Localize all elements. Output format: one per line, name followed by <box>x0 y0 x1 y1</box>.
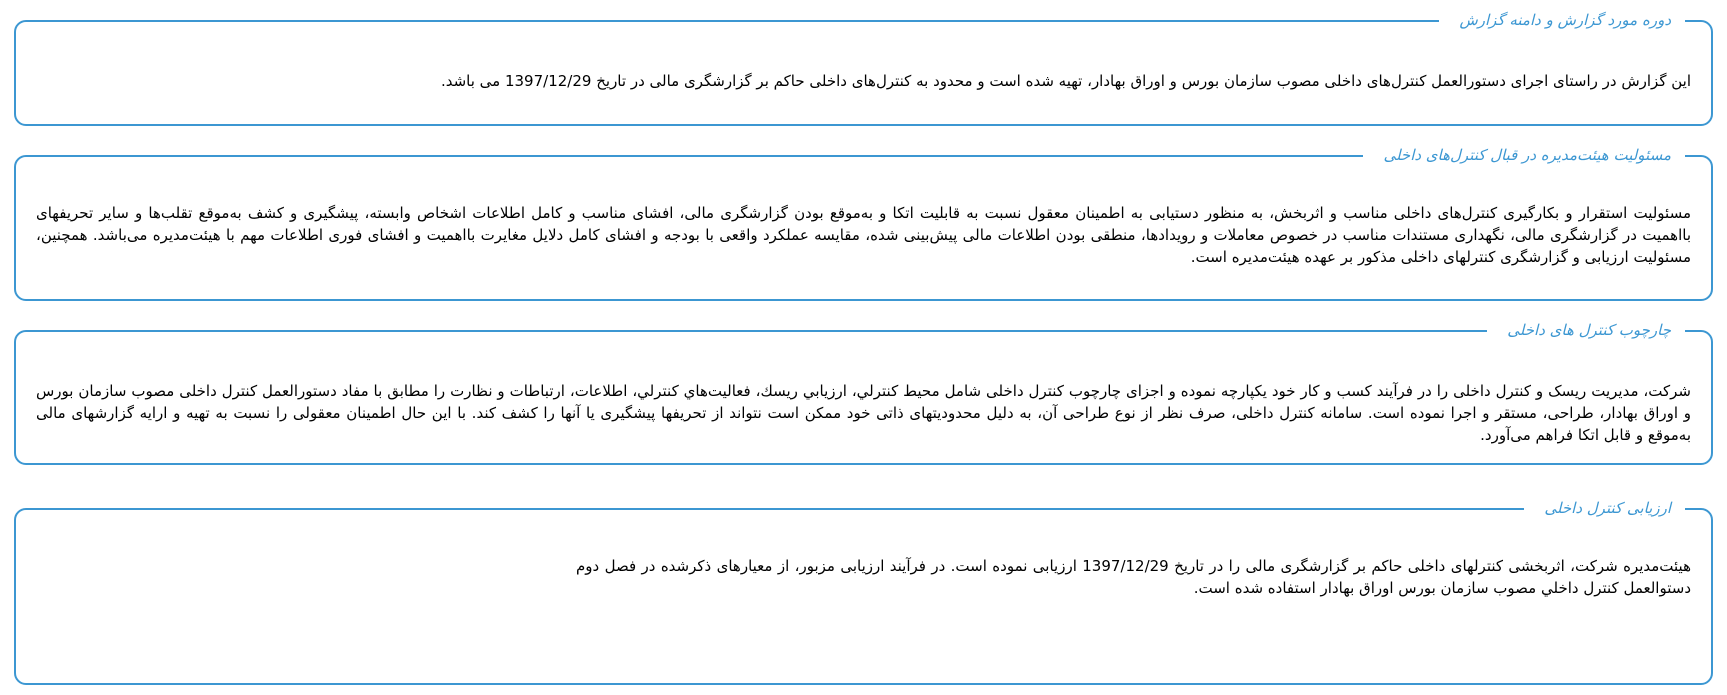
section-title: چارچوب کنترل های داخلی <box>1487 319 1685 341</box>
report-scope-section <box>14 11 1713 126</box>
internal-control-framework-section <box>14 321 1713 465</box>
section-title: مسئولیت هیئت‌مدیره در قبال کنترل‌های داخلی <box>1363 144 1685 166</box>
section-body: هیئت‌مدیره شرکت، اثربخشی کنترلهای داخلی حاکم بر گزارشگری مالی را در تاریخ 1397/12/29 ارزیابی نموده است. در فرآیند ارزیابی مزبور، از معیارهای ذکرشده در فصل دوم دستوالعمل کنترل داخلي مصوب سازمان بورس اوراق بهادار استفاده شده است. <box>576 557 1691 597</box>
internal-control-evaluation-section <box>14 499 1713 685</box>
board-responsibility-section <box>14 146 1713 301</box>
section-title: دوره مورد گزارش و دامنه گزارش <box>1439 9 1685 31</box>
section-title: ارزیابی کنترل داخلی <box>1524 497 1685 519</box>
section-body: شرکت، مدیریت ریسک و کنترل داخلی را در فرآیند کسب و کار خود یکپارچه نموده و اجزای چارچوب کنترل داخلی شامل محیط کنترلي، ارزيابي ريسك، فعاليت‌هاي كنترلي، اطلاعات، ارتباطات و نظارت را مطابق با مفاد دستورالعمل کنترل داخلی مصوب سازمان بورس و اوراق بهادار، طراحی، مستقر و اجرا نموده است. سامانه کنترل داخلی، صرف نظر از نوع طراحی آن، به دلیل محدودیتهای ذاتی خود ممکن است نتواند از تحریفها پیشگیری یا آنها را کشف کند. با این حال اطمینان معقولی را نسبت به تهیه و ارایه گزارشهای مالی به‌موقع و قابل اتکا فراهم می‌آورد. <box>36 382 1691 444</box>
section-body: مسئولیت استقرار و بکارگیری کنترل‌های داخلی مناسب و اثربخش، به منظور دستیابی به اطمینان معقول نسبت به قابلیت اتکا و به‌موقع بودن گزارشگری مالی، افشای مناسب و کامل اطلاعات اشخاص وابسته، پیشگیری و کشف به‌موقع تقلب‌ها و سایر تحریفهای بااهمیت در گزارشگری مالی، نگهداری مستندات مناسب در خصوص معاملات و رویدادها، منطقی بودن اطلاعات مالی پیش‌بینی شده، مقایسه عملکرد واقعی با بودجه و افشای کامل دلایل مغایرت بااهمیت و افشای فوری اطلاعات مهم با هیئت‌مدیره می‌باشد. همچنین، مسئولیت ارزیابی و گزارشگری کنترلهای داخلی مذکور بر عهده هیئت‌مدیره است. <box>36 204 1691 266</box>
section-body: این گزارش در راستای اجرای دستورالعمل کنترل‌های داخلی مصوب سازمان بورس و اوراق بهادار، تهیه شده است و محدود به کنترل‌های داخلی حاکم بر گزارشگری مالی در تاریخ 1397/12/29 می باشد. <box>440 72 1691 90</box>
